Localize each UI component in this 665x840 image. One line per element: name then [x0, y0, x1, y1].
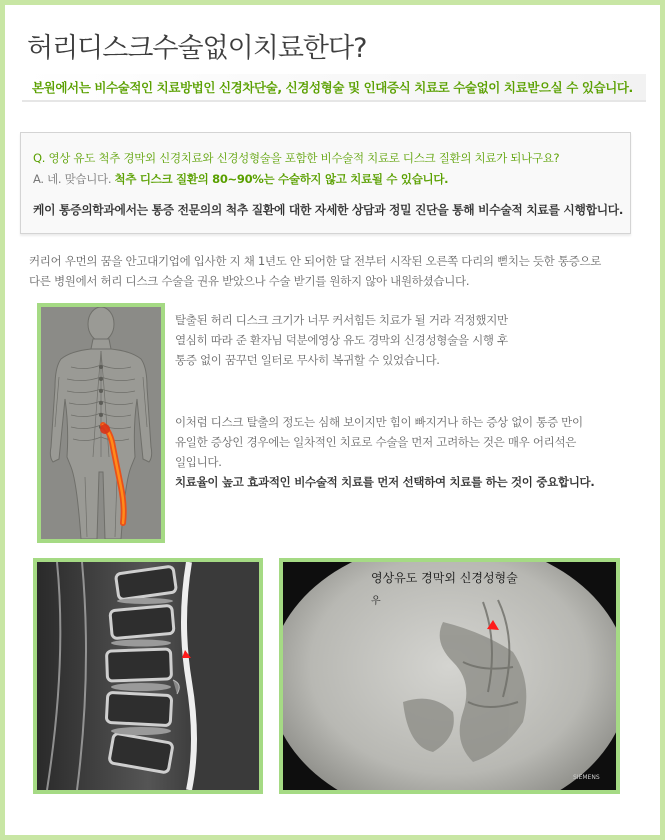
- story-intro: [29, 251, 601, 291]
- qa-answer-highlight: 척추 디스크 질환의 80~90%는 수술하지 않고 치료될 수 있습니다.: [114, 172, 449, 186]
- qa-question: Q. 영상 유도 척추 경막외 신경치료와 신경성형술을 포함한 비수술적 치료로 디스크 질환의 치료가 되나구요?: [33, 151, 560, 165]
- qa-answer: [33, 171, 448, 187]
- page-subtitle: 본원에서는 비수술적인 치료방법인 신경차단술, 신경성형술 및 인대증식 치료로 수술없이 치료받으실 수 있습니다.: [32, 80, 633, 95]
- case-line: 통증 없이 꿈꾸던 일터로 무사히 복귀할 수 있었습니다.: [175, 353, 440, 367]
- fluoroscopy-brand: SIEMENS: [573, 774, 600, 781]
- qa-box: [20, 132, 631, 234]
- advice-line: 일입니다.: [175, 455, 222, 469]
- page-title: 허리디스크수술없이치료한다?: [27, 33, 367, 64]
- advice-line: 이처럼 디스크 탈출의 정도는 심해 보이지만 힘이 빠지거나 하는 증상 없이 통증 만이: [175, 415, 583, 429]
- advice-paragraph: [175, 412, 594, 492]
- fluoroscopy-image: [279, 558, 620, 794]
- case-line: 탈출된 허리 디스크 크기가 너무 커서힘든 치료가 될 거라 걱정했지만: [175, 313, 508, 327]
- fluoroscopy-caption: 영상유도 경막외 신경성형술: [371, 571, 518, 585]
- clinic-note: 케이 통증의학과에서는 통증 전문의의 척추 질환에 대한 자세한 상담과 정밀 진단을 통해 비수술적 치료를 시행합니다.: [33, 203, 624, 217]
- story-intro-line: 다른 병원에서 허리 디스크 수술을 권유 받았으나 수술 받기를 원하지 않아 내원하셨습니다.: [29, 274, 470, 288]
- spine-illustration: [37, 303, 165, 543]
- subtitle-bar: [22, 74, 646, 102]
- advice-line: 유일한 증상인 경우에는 일차적인 치료로 수술을 먼저 고려하는 것은 매우 어리석은: [175, 435, 577, 449]
- case-line: 열심히 따라 준 환자님 덕분에영상 유도 경막외 신경성형술을 시행 후: [175, 333, 508, 347]
- story-intro-line: 커리어 우먼의 꿈을 안고대기업에 입사한 지 채 1년도 안 되어한 달 전부터 시작된 오른쪽 다리의 뻗치는 듯한 통증으로: [29, 254, 602, 268]
- case-description: [175, 310, 508, 370]
- qa-answer-prefix: A. 네. 맞습니다.: [33, 172, 115, 186]
- advice-emphasis: 치료율이 높고 효과적인 비수술적 치료를 먼저 선택하여 치료를 하는 것이 중요합니다.: [175, 475, 595, 489]
- fluoroscopy-side-marker: 우: [371, 596, 381, 607]
- mri-image: [33, 558, 263, 794]
